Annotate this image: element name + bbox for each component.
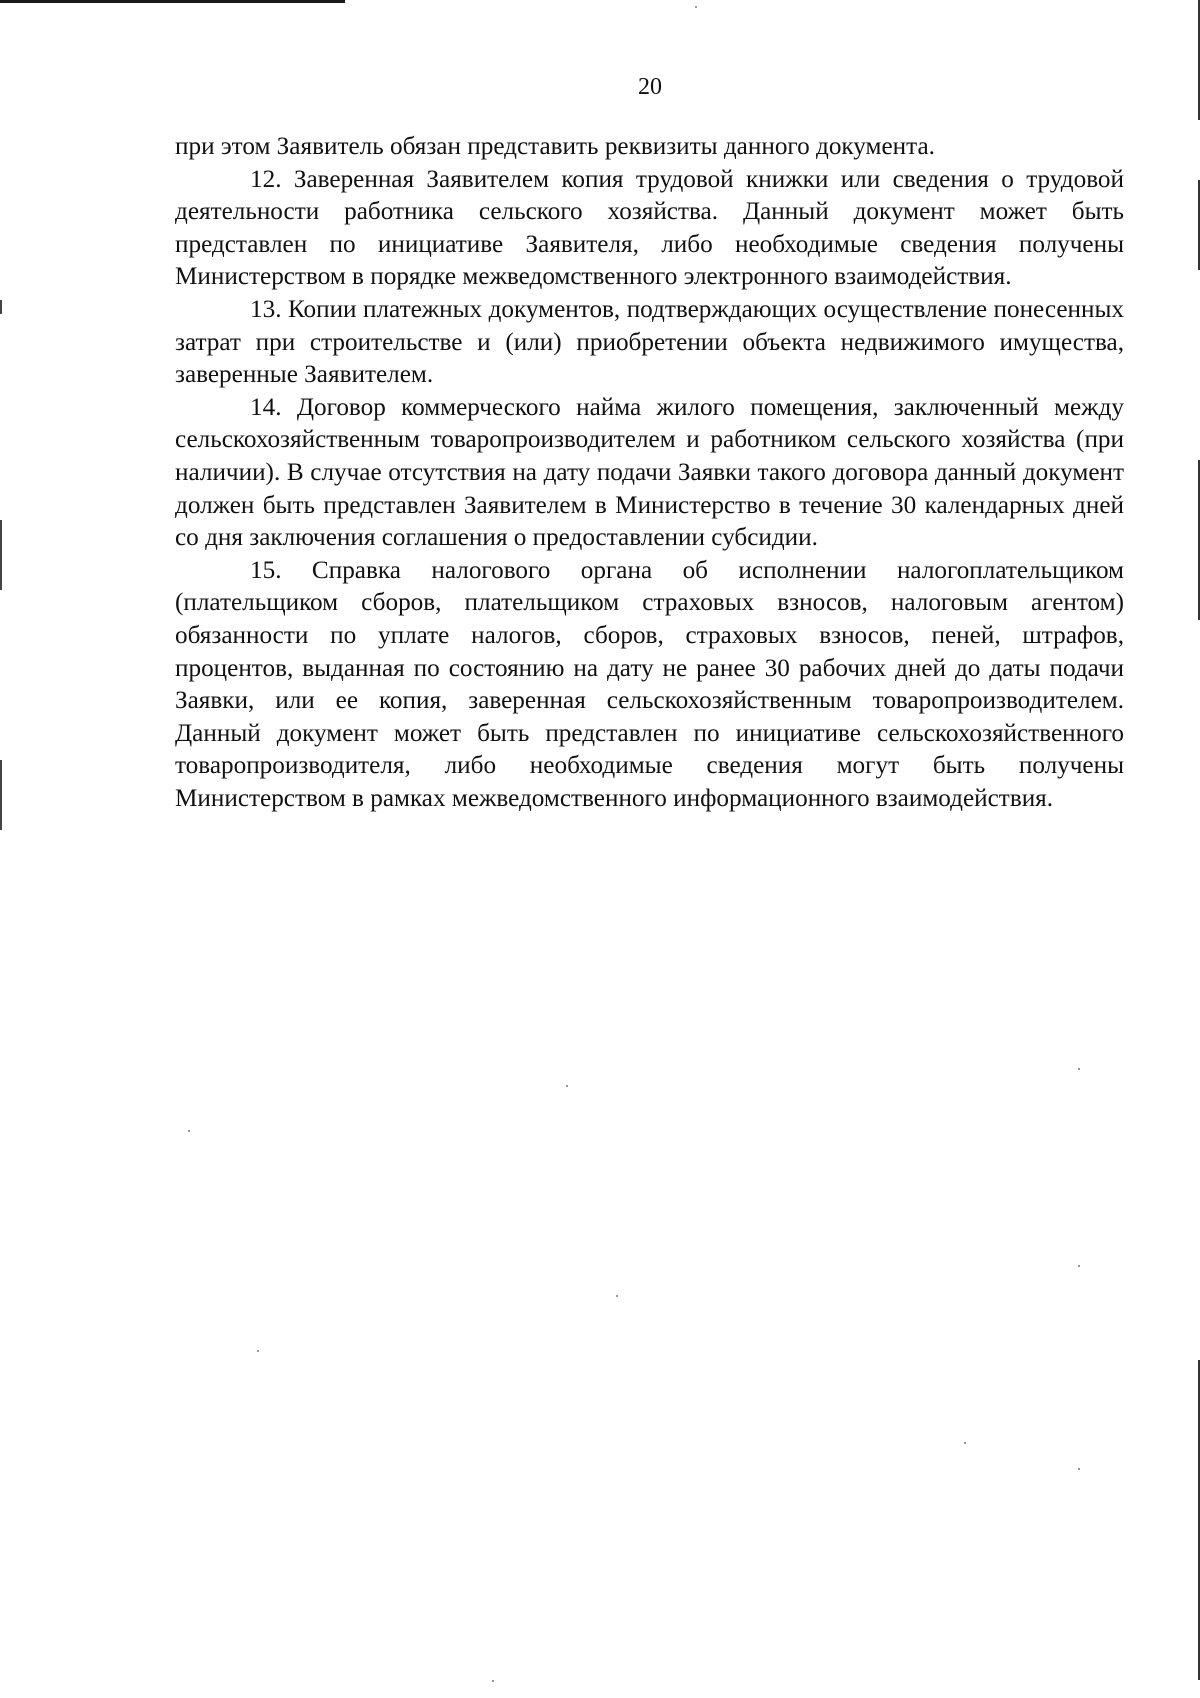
paragraph-continuation: при этом Заявитель обязан представить реквизиты данного документа.	[175, 133, 935, 160]
paragraph-item-15: 15. Справка налогового органа об исполнении налогоплательщиком (плательщиком сборов, плательщиком страховых взносов, налоговым агентом) обязанности по уплате налогов, сборов, страховых взносов, пеней, штрафов, процентов, выданная по состоянию на дату не ранее 30 рабочих дней до даты подачи Заявки, или ее копия, заверенная сельскохозяйственным товаропроизводителем. Данный документ может быть представлен по инициативе сельскохозяйственного товаропроизводителя, либо необходимые сведения могут быть получены Министерством в рамках межведомственного информационного взаимодействия.	[175, 556, 1124, 812]
scan-edge-top	[0, 0, 345, 3]
scan-edge-left	[0, 520, 2, 590]
scan-speck	[964, 1442, 966, 1444]
scan-edge-left	[0, 300, 2, 314]
scan-speck	[616, 1295, 618, 1297]
scan-speck	[1078, 1265, 1080, 1267]
scan-speck	[1078, 1068, 1080, 1070]
scan-speck	[492, 1680, 494, 1682]
scan-edge-left	[0, 760, 2, 830]
paragraph-item-14: 14. Договор коммерческого найма жилого помещения, заключенный между сельскохозяйственным товаропроизводителем и работником сельского хозяйства (при наличии). В случае отсутствия на дату подачи Заявки такого договора данный документ должен быть представлен Заявителем в Министерство в течение 30 календарных дней со дня заключения соглашения о предоставлении субсидии.	[175, 393, 1124, 552]
scan-speck	[695, 6, 697, 8]
paragraph-item-13: 13. Копии платежных документов, подтверждающих осуществление понесенных затрат при строительстве и (или) приобретении объекта недвижимого имущества, заверенные Заявителем.	[175, 295, 1124, 389]
page-number: 20	[638, 74, 662, 100]
scan-speck	[188, 1130, 190, 1132]
scan-speck	[257, 1350, 259, 1352]
document-body	[175, 131, 1124, 815]
scan-speck	[1078, 1468, 1080, 1470]
scan-speck	[566, 1085, 568, 1087]
paragraph-item-12: 12. Заверенная Заявителем копия трудовой книжки или сведения о трудовой деятельности работника сельского хозяйства. Данный документ может быть представлен по инициативе Заявителя, либо необходимые сведения получены Министерством в порядке межведомственного электронного взаимодействия.	[175, 165, 1124, 291]
